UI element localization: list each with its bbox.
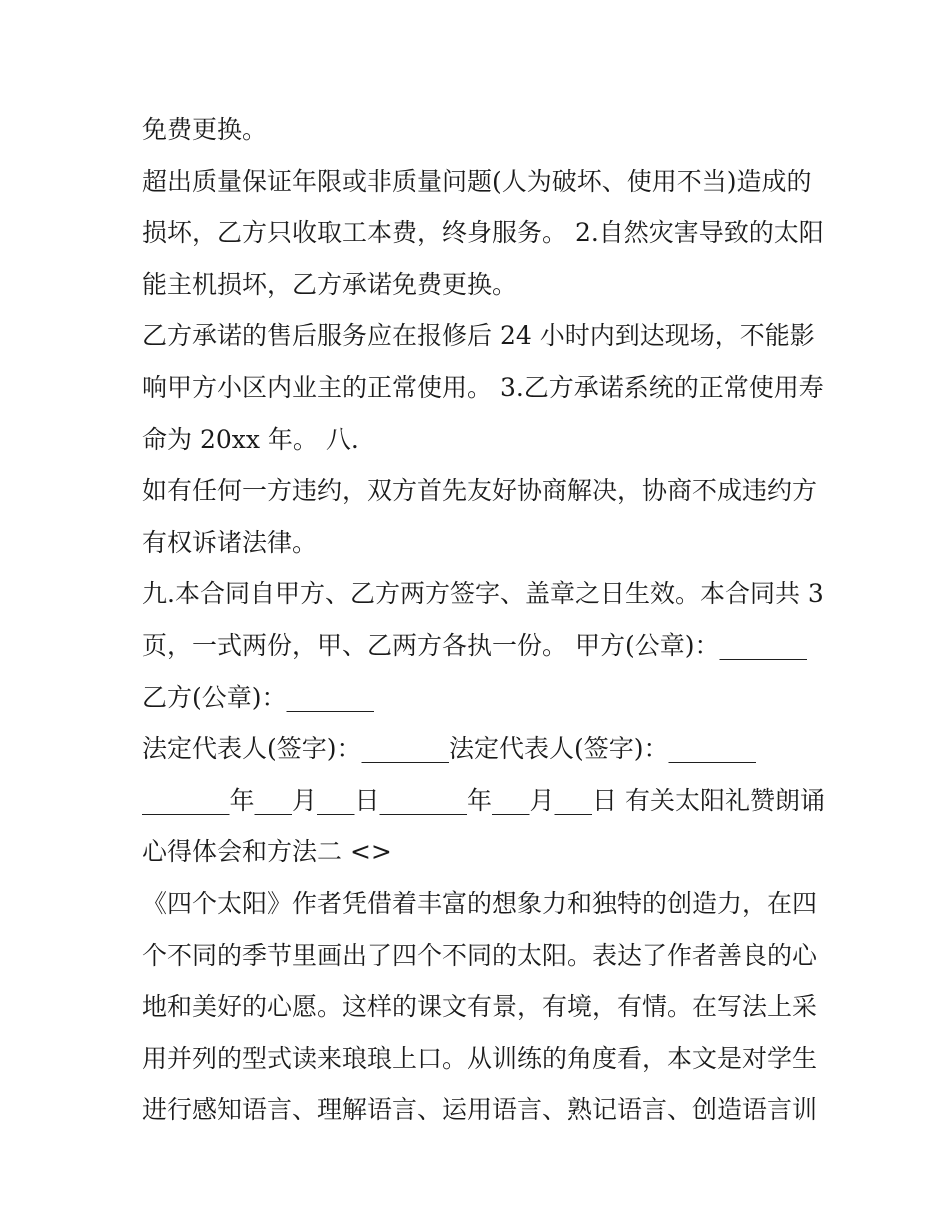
text-line: 有权诉诸法律。 [142, 527, 318, 557]
date-line: _______年___月___日_______年___月___日 有关太阳礼赞朗诵 [142, 785, 825, 815]
text-line: 超出质量保证年限或非质量问题(人为破坏、使用不当)造成的 [142, 166, 812, 196]
text-line: 响甲方小区内业主的正常使用。 3.乙方承诺系统的正常使用寿 [142, 372, 824, 402]
text-line: 免费更换。 [142, 115, 268, 144]
signature-line-representatives: 法定代表人(签字)：_______法定代表人(签字)：_______ [142, 734, 757, 764]
signature-line-party-a: 页，一式两份，甲、乙两方各执一份。 甲方(公章)：_______ [142, 630, 807, 660]
document-body [142, 104, 825, 1136]
section-heading: 心得体会和方法二 <> [142, 837, 392, 867]
text-line: 用并列的型式读来琅琅上口。从训练的角度看，本文是对学生 [142, 1043, 818, 1073]
text-line: 如有任何一方违约，双方首先友好协商解决，协商不成违约方 [142, 476, 818, 506]
text-line: 命为 20xx 年。 八. [142, 424, 359, 454]
text-line: 九.本合同自甲方、乙方两方签字、盖章之日生效。本合同共 3 [142, 579, 824, 609]
signature-line-party-b: 乙方(公章)：_______ [142, 682, 375, 712]
text-line: 个不同的季节里画出了四个不同的太阳。表达了作者善良的心 [142, 940, 818, 970]
text-line: 《四个太阳》作者凭借着丰富的想象力和独特的创造力，在四 [142, 888, 818, 918]
text-line: 地和美好的心愿。这样的课文有景，有境，有情。在写法上采 [142, 992, 818, 1022]
text-line: 进行感知语言、理解语言、运用语言、熟记语言、创造语言训 [142, 1095, 818, 1125]
text-line: 乙方承诺的售后服务应在报修后 24 小时内到达现场，不能影 [142, 321, 815, 351]
text-line: 能主机损坏，乙方承诺免费更换。 [142, 269, 518, 299]
text-line: 损坏，乙方只收取工本费，终身服务。 2.自然灾害导致的太阳 [142, 218, 824, 248]
